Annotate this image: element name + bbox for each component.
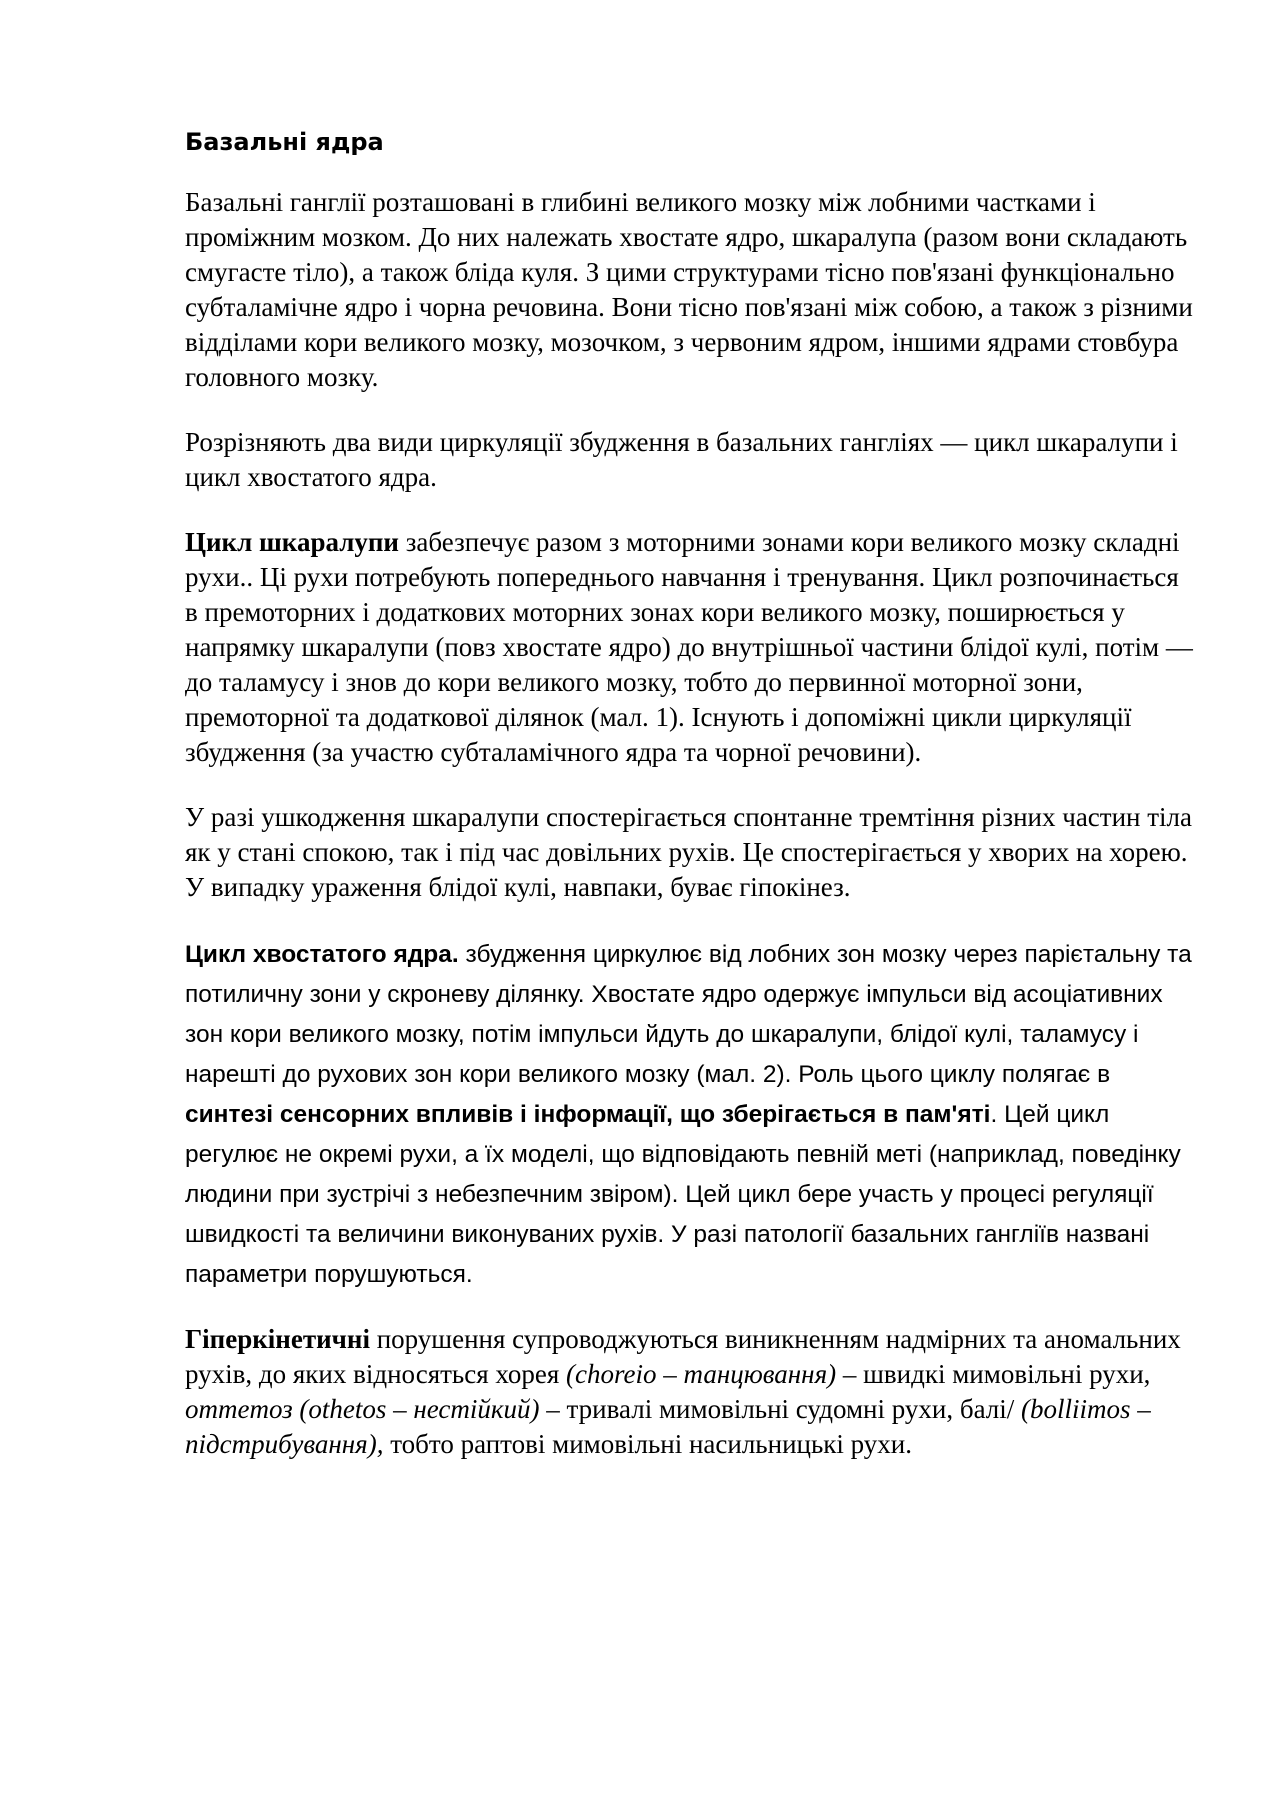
hyperkinetic-heading: Гіперкінетичні [185,1324,370,1354]
hyperkinetic-text-2: – швидкі мимовільні рухи, [836,1359,1151,1389]
document-page [185,127,1195,1492]
hyperkinetic-text-4: тобто раптові мимовільні насильницькі рухи. [383,1429,912,1459]
putamen-cycle-text: забезпечує разом з моторними зонами кори великого мозку складні рухи.. Ці рухи потребують попереднього навчання і тренування. Цикл розпочинається в премоторних і додаткових моторних зонах кори великого мозку, поширюється у напрямку шкаралупи (повз хвостате ядро) до внутрішньої частини блідої кулі, потім — до таламусу і знов до кори великого мозку, тобто до первинної моторної зони, премоторної та додаткової ділянок (мал. 1). Існують і допоміжні цикли циркуляції збудження (за участю субталамічного ядра та чорної речовини). [185,527,1193,767]
hyperkinetic-italic-1: (choreio – танцювання) [566,1359,837,1389]
hyperkinetic-italic-3: (bolliimos – підстрибування), [185,1394,1151,1459]
paragraph-putamen-cycle [185,525,1195,770]
caudate-cycle-text-1: збудження циркулює від лобних зон мозку через парієтальну та потиличну зони у скроневу ділянку. Хвостате ядро одержує імпульси від асоціативних зон кори великого мозку, потім імпульси йдуть до шкаралупи, блідої кулі, таламусу і нарешті до рухових зон кори великого мозку (мал. 2). Роль цього циклу полягає в [185,941,1192,1088]
hyperkinetic-italic-2: ommeтоз (othetos – нестійкий) [185,1394,540,1424]
paragraph-putamen-damage: У разі ушкодження шкаралупи спостерігається спонтанне тремтіння різних частин тіла як у стані спокою, так і під час довільних рухів. Це спостерігається у хворих на хорею. У випадку ураження блідої кулі, навпаки, буває гіпокінез. [185,802,1192,902]
paragraph-circulation-types: Розрізняють два види циркуляції збудження в базальних гангліях — цикл шкаралупи і цикл хвостатого ядра. [185,427,1178,492]
caudate-cycle-emphasis: синтезі сенсорних впливів і інформації, що зберігається в пам'яті [185,1101,991,1128]
hyperkinetic-text-3: – тривалі мимовільні судомні рухи, балі/ [539,1394,1022,1424]
caudate-cycle-heading: Цикл хвостатого ядра. [185,941,459,968]
paragraph-hyperkinetic [185,1322,1195,1462]
hyperkinetic-text-1: порушення супроводжуються виникненням надмірних та аномальних рухів, до яких відносяться хорея [185,1324,1181,1389]
paragraph-caudate-cycle [185,935,1195,1295]
caudate-cycle-text-2: . Цей цикл регулює не окремі рухи, а їх моделі, що відповідають певній меті (наприклад, поведінку людини при зустрічі з небезпечним звіром). Цей цикл бере участь у процесі регуляції швидкості та величини виконуваних рухів. У разі патології базальних гангліїв названі параметри порушуються. [185,1101,1181,1288]
document-title: Базальні ядра [185,128,384,156]
paragraph-basal-ganglia-location: Базальні ганглії розташовані в глибині великого мозку між лобними частками і проміжним мозком. До них належать хвостате ядро, шкаралупа (разом вони складають смугасте тіло), а також бліда куля. З цими структурами тісно пов'язані функціонально субталамічне ядро і чорна речовина. Вони тісно пов'язані між собою, а також з різними відділами кори великого мозку, мозочком, з червоним ядром, іншими ядрами стовбура головного мозку. [185,187,1193,392]
putamen-cycle-heading: Цикл шкаралупи [185,527,399,557]
